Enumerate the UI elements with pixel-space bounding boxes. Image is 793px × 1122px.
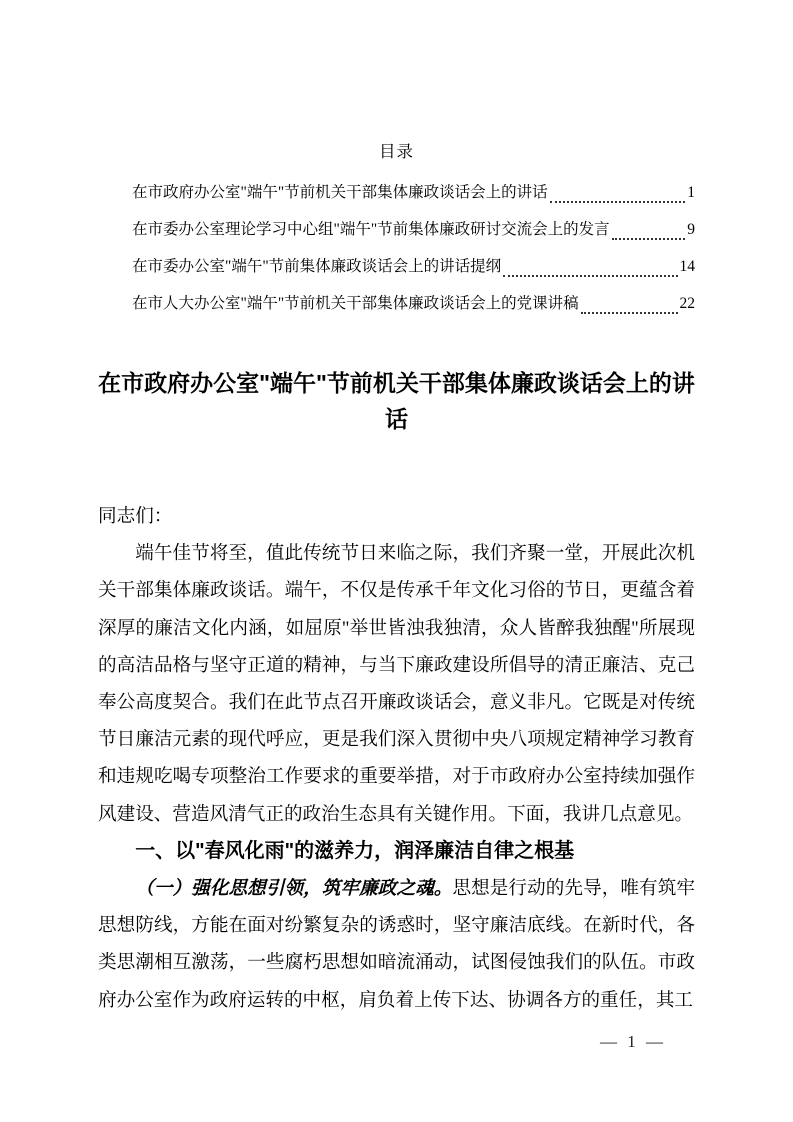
- toc-entry-label: 在市政府办公室"端午"节前机关干部集体廉政谈话会上的讲话: [132, 184, 548, 201]
- document-title: 在市政府办公室"端午"节前机关干部集体廉政谈话会上的讲话: [98, 370, 695, 432]
- toc-entry[interactable]: [98, 285, 695, 322]
- toc-dot-leader: [581, 312, 678, 314]
- toc-dot-leader: [612, 238, 686, 240]
- subsection-heading: （一）强化思想引领，筑牢廉政之魂。: [135, 878, 453, 900]
- toc-entry-label: 在市委办公室"端午"节前集体廉政谈话会上的讲话提纲: [132, 258, 502, 275]
- toc-page-number: 14: [679, 258, 695, 275]
- toc-entry-label: 在市人大办公室"端午"节前机关干部集体廉政谈话会上的党课讲稿: [132, 295, 579, 312]
- toc-dot-leader: [503, 275, 677, 277]
- paragraph-2: [98, 870, 695, 1019]
- toc-entry-label: 在市委办公室理论学习中心组"端午"节前集体廉政研讨交流会上的发言: [132, 221, 610, 238]
- toc-title: 目录: [379, 142, 414, 161]
- salutation: 同志们：: [98, 506, 173, 527]
- toc-page-number: 1: [687, 184, 695, 201]
- toc-dot-leader: [550, 201, 686, 203]
- toc-page-number: 22: [679, 295, 695, 312]
- table-of-contents: [98, 0, 695, 322]
- toc-entry[interactable]: [98, 248, 695, 285]
- toc-list: [98, 174, 695, 322]
- section-heading: 一、以"春风化雨"的滋养力，润泽廉洁自律之根基: [135, 839, 575, 862]
- paragraph-1: 端午佳节将至，值此传统节日来临之际，我们齐聚一堂，开展此次机关干部集体廉政谈话。端午，不仅是传承千年文化习俗的节日，更蕴含着深厚的廉洁文化内涵，如屈原"举世皆浊我独清，众人皆醉我独醒"所展现的高洁品格与坚守正道的精神，与当下廉政建设所倡导的清正廉洁、克己奉公高度契合。我们在此节点召开廉政谈话会，意义非凡。它既是对传统节日廉洁元素的现代呼应，更是我们深入贯彻中央八项规定精神学习教育和违规吃喝专项整治工作要求的重要举措，对于市政府办公室持续加强作风建设、营造风清气正的政治生态具有关键作用。下面，我讲几点意见。: [98, 543, 695, 825]
- toc-entry[interactable]: [98, 211, 695, 248]
- page-footer: [600, 1031, 666, 1053]
- paragraph-2-text: 思想是行动的先导，唯有筑牢思想防线，方能在面对纷繁复杂的诱惑时，坚守廉洁底线。在新时代，各类思潮相互激荡，一些腐朽思想如暗流涌动，试图侵蚀我们的队伍。市政府办公室作为政府运转的中枢，肩负着上传下达、协调各方的重任，其工: [98, 878, 695, 1011]
- toc-entry[interactable]: [98, 174, 695, 211]
- page-number: — 1 —: [600, 1032, 666, 1051]
- toc-page-number: 9: [687, 221, 695, 238]
